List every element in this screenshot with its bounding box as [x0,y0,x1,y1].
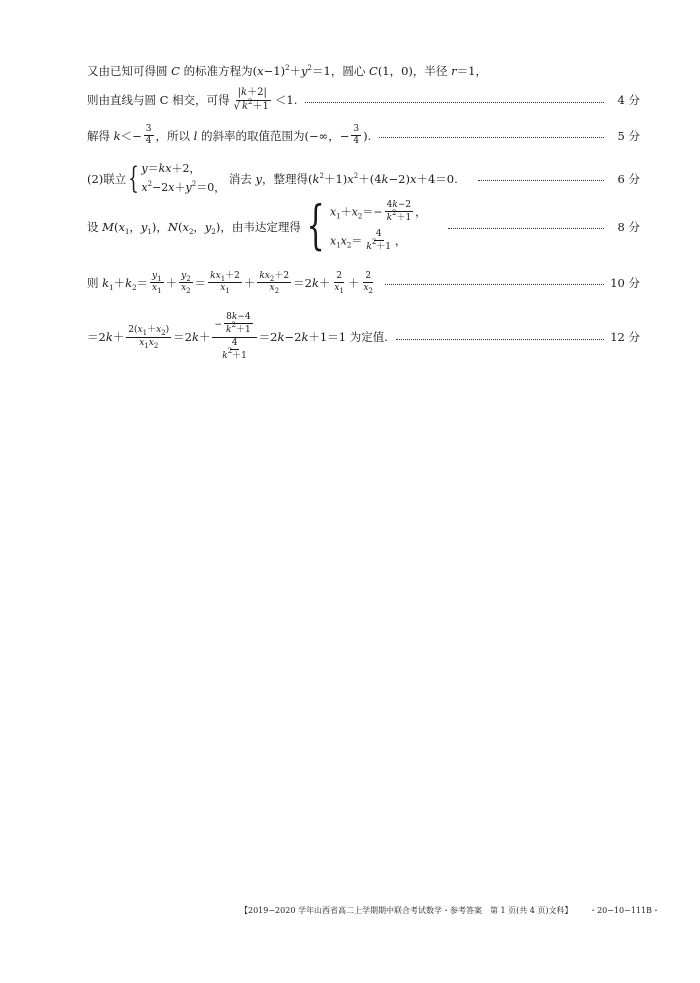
page-footer [240,905,660,916]
score-label: 5 分 [617,128,640,143]
dot-leader [396,339,604,340]
line-1-text: 又由已知可得圆 C 的标准方程为$(x-1)^2+y^2=1$，圆心 C(1，0)，半径 r＝1， [87,64,487,78]
fraction-numerator: 3 [351,125,361,136]
equation-system [141,160,225,197]
fraction-kx2: $\frac{kx_2+2}{x_2}$ [259,271,290,296]
line-2-suffix: ＜1. [274,93,298,107]
fraction-denominator: √ $k^2+1$ [233,97,269,112]
footer-title: 【2019~2020 学年山西省高二上学期期中联合考试数学・参考答案 第 1 页(共 4 页)文科】 [240,906,573,915]
score-label: 8 分 [617,219,640,234]
fraction-2-x2: $\frac{2}{x_2}$ [363,271,374,296]
fraction-denominator: 4 [353,136,360,147]
dot-leader [448,228,604,229]
line-7-suffix: ＝2k−2k＋1＝1 为定值. [258,330,388,345]
fraction-sum-over-product: $\frac{2(x_1+x_2)}{x_1x_2}$ [128,325,170,350]
fraction-denominator: 4 [145,136,152,147]
vieta-sum: $x_1+x_2=-$ $\frac{4k-2}{k^2+1}$ ， [329,200,427,224]
fraction-three-quarters-2 [351,125,361,147]
solution-line-4 [87,160,640,197]
vieta-product: $x_1x_2=$ $\frac{4}{k^2+1}$ ， [329,228,407,253]
system-eq-2: $x^2-2x+y^2=0$， [141,179,226,194]
line-5-prefix: 设 $M(x_1$，$y_1$)，$N(x_2$，$y_2$)，由韦达定理得 [87,219,301,236]
fraction-numerator: 3 [144,125,154,136]
line-7-prefix: ＝2k＋ [87,330,125,345]
fraction-2-x1: $\frac{2}{x_1}$ [334,271,344,296]
solution-line-1 [87,63,640,79]
fraction-kx1: $\frac{kx_1+2}{x_1}$ [210,271,240,296]
line-3-middle: ，所以 l 的斜率的取值范围为(−∞，− [155,128,350,143]
footer-code: ・20−10−111B・ [589,906,660,915]
fraction-y1-x1: $\frac{y_1}{x_1}$ [152,271,162,296]
line-3-prefix: 解得 k＜− [87,128,142,143]
left-brace: { [128,161,140,197]
solution-line-3 [87,125,640,147]
dot-leader [305,102,604,103]
system-eq-1: y＝kx＋2， [141,162,201,175]
score-label: 4 分 [617,93,640,107]
fraction-y2-x2: $\frac{y_2}{x_2}$ [181,271,191,296]
solution-line-6: 则 $k_1+k_2=$ $\frac{y_1}{x_1}$ ＋ $\frac{y_2}{x_2}$ ＝ $\frac{kx_1+2}{x_1}$ ＋ $\frac{kx_2+2}{x_2}$ ＝2 k ＋ $\frac{2}{x_1}$ ＋ $\frac{2}{x_2}$ 10 分 [87,271,640,296]
fraction-numerator: |k＋2| [236,88,269,101]
left-brace: { [306,196,325,257]
solution-line-2 [87,88,640,112]
line-3-suffix: ). [363,128,372,143]
dot-leader [385,284,604,285]
compound-fraction: − $\frac{8k-4}{k^2+1}$ $\frac{4}{k^2+1}$ [212,313,256,362]
solution-line-7: ＝2k＋ $\frac{2(x_1+x_2)}{x_1x_2}$ ＝2 k ＋ − $\frac{8k-4}{k^2+1}$ $\frac{4}{k^2+1}$ ＝2k−2k＋1＝1 为定值. 12 分 [87,312,640,362]
fraction-three-quarters [144,125,154,147]
score-label: 6 分 [617,171,640,186]
line-2-prefix: 则由直线与圆 C 相交，可得 [87,93,230,107]
score-label: 12 分 [610,330,640,345]
line-4-text: 消去 y，整理得$(k^2+1)x^2+(4k-2)x+4=0$. [225,171,458,186]
line-6-prefix: 则 $k_1+k_2=$ [87,275,149,292]
solution-line-5 [87,196,640,257]
distance-fraction [232,88,273,112]
line-4-label: (2)联立 [87,171,127,186]
score-label: 10 分 [610,275,640,290]
dot-leader [478,180,604,181]
dot-leader [379,137,604,138]
vieta-system [330,201,426,253]
